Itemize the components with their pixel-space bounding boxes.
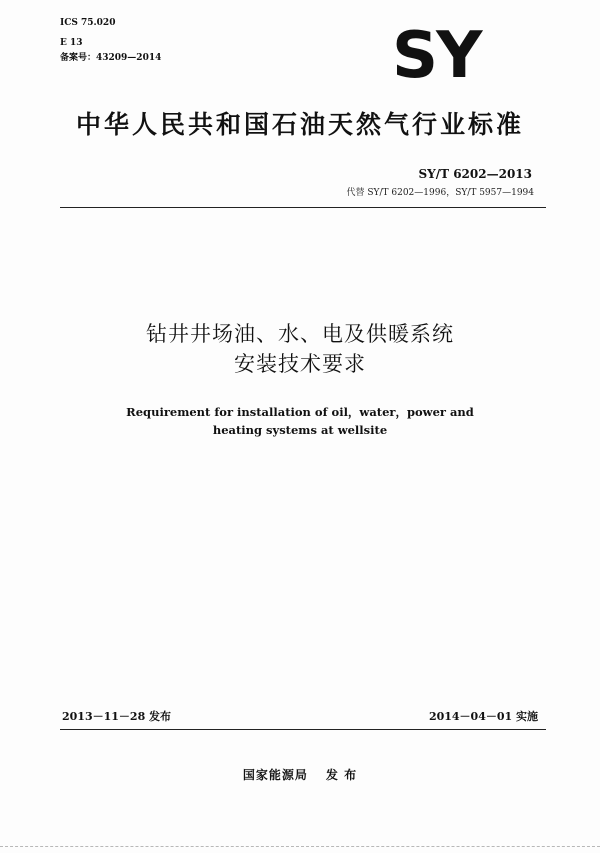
ics-code: ICS 75.020 (60, 18, 116, 28)
issuer-name: 国家能源局 (242, 768, 308, 782)
classification-code: E 13 (60, 38, 83, 48)
issuer (0, 766, 600, 783)
scan-edge-line (0, 846, 600, 847)
top-divider (60, 207, 546, 208)
english-title-line-1: Requirement for installation of oil，water，power and (126, 405, 474, 419)
chinese-title-line-2: 安装技术要求 (234, 352, 366, 376)
replaces-note: 代替 SY/T 6202—1996，SY/T 5957—1994 (346, 188, 534, 198)
implementation-date: 2014－04－01 实施 (428, 710, 538, 723)
organization-title: 中华人民共和国石油天然气行业标准 (75, 110, 524, 139)
registration-number: 备案号：43209—2014 (60, 53, 162, 63)
chinese-title-line-1: 钻井井场油、水、电及供暖系统 (146, 322, 454, 346)
issuer-action: 发 布 (325, 768, 358, 782)
english-title-line-2: heating systems at wellsite (212, 423, 388, 437)
standard-number: SY/T 6202—2013 (418, 167, 532, 181)
bottom-divider (60, 729, 546, 730)
sy-logo: SY (392, 19, 481, 93)
issue-date: 2013－11－28 发布 (62, 710, 172, 723)
